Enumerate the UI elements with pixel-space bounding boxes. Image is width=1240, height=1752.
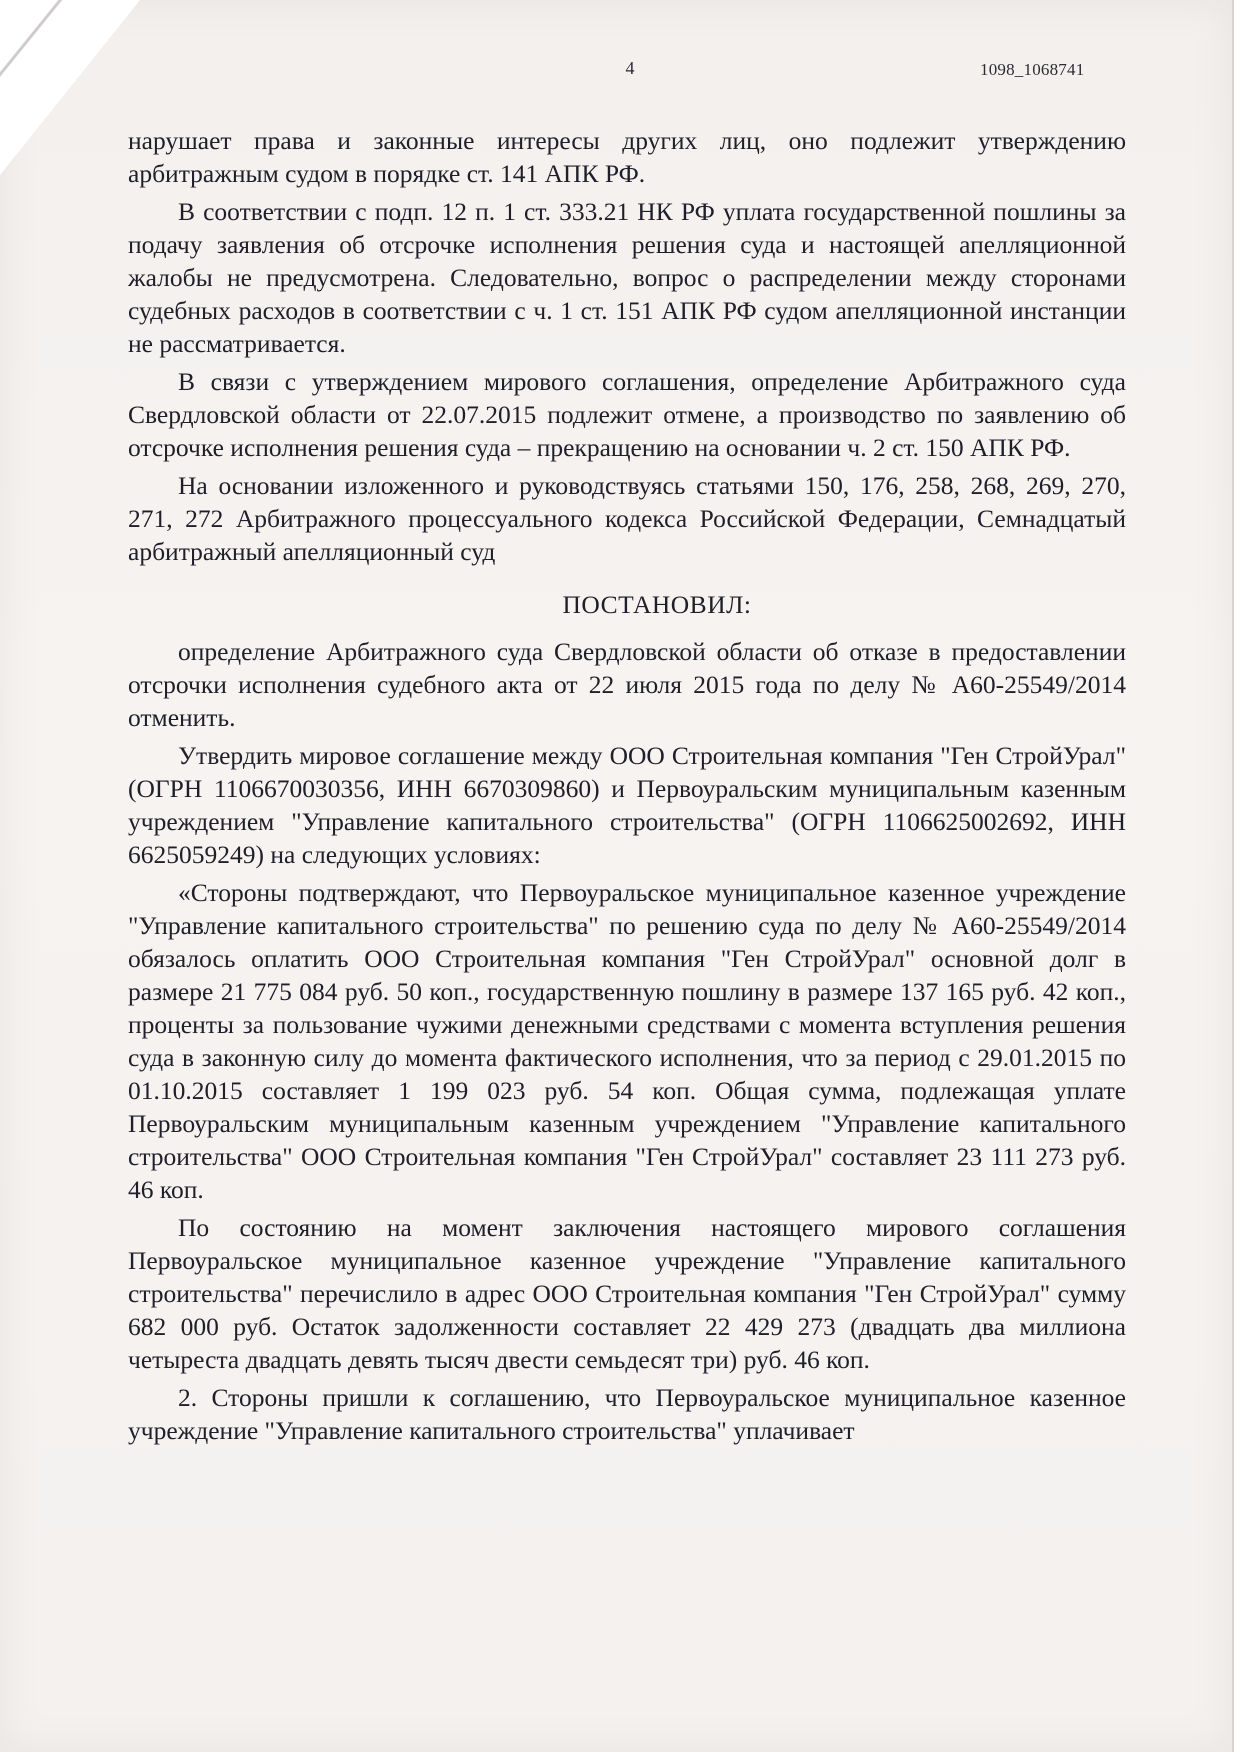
paragraph-remaining-debt: По состоянию на момент заключения настоящего мирового соглашения Первоуральское муниципальное казенное учреждение "Управление капитального строительства" перечислило в адрес ООО Строительная компания "Ген СтройУрал" сумму 682 000 руб. Остаток задолженности составляет 22 429 273 (двадцать два миллиона четыреста двадцать девять тысяч двести семьдесят три) руб. 46 коп.: [128, 1213, 1126, 1374]
page-number: 4: [625, 58, 635, 78]
paragraph-ruling-cancel: определение Арбитражного суда Свердловской области об отказе в предоставлении отсрочки исполнения судебного акта от 22 июля 2015 года по делу № А60-25549/2014 отменить.: [128, 637, 1126, 732]
resolution-heading: ПОСТАНОВИЛ:: [562, 590, 752, 619]
document-body: [128, 124, 1126, 1452]
paragraph-state-duty: В соответствии с подп. 12 п. 1 ст. 333.21 НК РФ уплата государственной пошлины за подачу заявления об отсрочке исполнения решения суда и настоящей апелляционной жалобы не предусмотрена. Следовательно, вопрос о распределении между сторонами судебных расходов в соответствии с ч. 1 ст. 151 АПК РФ судом апелляционной инстанции не рассматривается.: [128, 197, 1126, 358]
paragraph-approve-settlement: Утвердить мировое соглашение между ООО Строительная компания "Ген СтройУрал" (ОГРН 1106670030356, ИНН 6670309860) и Первоуральским муниципальным казенным учреждением "Управление капитального строительства" (ОГРН 1106625002692, ИНН 6625059249) на следующих условиях:: [128, 741, 1126, 869]
document-code: 1098_1068741: [980, 60, 1085, 79]
paragraph-legal-basis: На основании изложенного и руководствуясь статьями 150, 176, 258, 268, 269, 270, 271, 272 Арбитражного процессуального кодекса Российской Федерации, Семнадцатый арбитражный апелляционный суд: [128, 471, 1126, 566]
paragraph-settlement-terms: «Стороны подтверждают, что Первоуральское муниципальное казенное учреждение "Управление капитального строительства" по решению суда по делу № А60-25549/2014 обязалось оплатить ООО Строительная компания "Ген СтройУрал" основной долг в размере 21 775 084 руб. 50 коп., государственную пошлину в размере 137 165 руб. 42 коп., проценты за пользование чужими денежными средствами с момента вступления решения суда в законную силу до момента фактического исполнения, что за период с 29.01.2015 по 01.10.2015 составляет 1 199 023 руб. 54 коп. Общая сумма, подлежащая уплате Первоуральским муниципальным казенным учреждением "Управление капитального строительства" ООО Строительная компания "Ген СтройУрал" составляет 23 111 273 руб. 46 коп.: [128, 878, 1126, 1204]
paragraph-continuation: нарушает права и законные интересы других лиц, оно подлежит утверждению арбитражным судом в порядке ст. 141 АПК РФ.: [128, 126, 1126, 188]
paragraph-cancellation: В связи с утверждением мирового соглашения, определение Арбитражного суда Свердловской области от 22.07.2015 подлежит отмене, а производство по заявлению об отсрочке исполнения решения суда – прекращению на основании ч. 2 ст. 150 АПК РФ.: [128, 367, 1126, 462]
folded-corner: [0, 0, 140, 175]
paragraph-clause-2: 2. Стороны пришли к соглашению, что Первоуральское муниципальное казенное учреждение "Управление капитального строительства" уплачивает: [128, 1383, 1126, 1445]
